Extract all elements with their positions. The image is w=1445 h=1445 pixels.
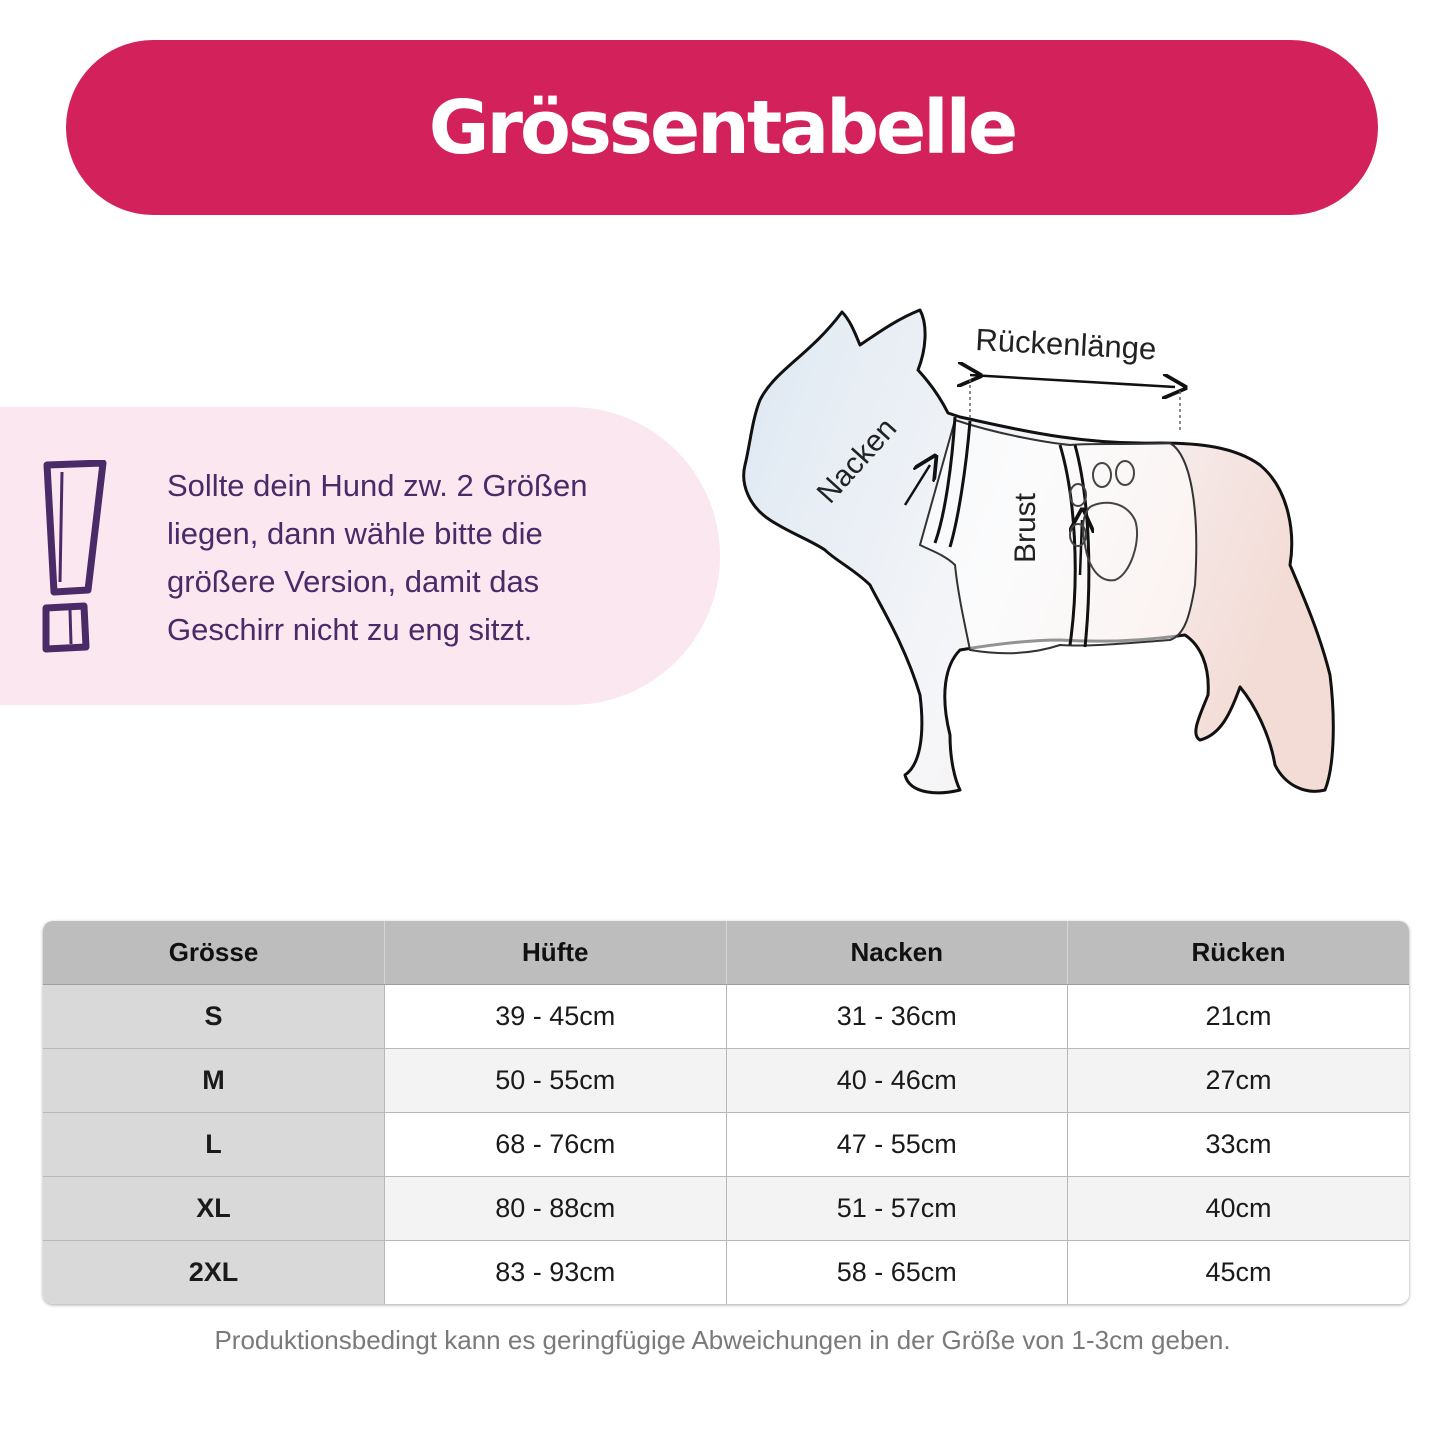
size-table — [43, 921, 1409, 1304]
table-cell: 21cm — [1068, 985, 1410, 1049]
table-cell: 31 - 36cm — [726, 985, 1068, 1049]
table-cell: 33cm — [1068, 1113, 1410, 1177]
size-cell: L — [43, 1113, 385, 1177]
dog-measurement-diagram — [730, 295, 1350, 805]
chest-label: Brust — [1009, 492, 1042, 563]
note-line: größere Version, damit das — [167, 564, 540, 599]
table-cell: 58 - 65cm — [726, 1241, 1068, 1305]
size-cell: XL — [43, 1177, 385, 1241]
title-banner — [66, 40, 1378, 215]
table-cell: 80 - 88cm — [385, 1177, 727, 1241]
table-cell: 39 - 45cm — [385, 985, 727, 1049]
column-header: Grösse — [43, 921, 385, 985]
back-length-label: Rückenlänge — [974, 322, 1158, 367]
column-header: Nacken — [726, 921, 1068, 985]
exclamation-icon — [40, 460, 110, 655]
table-cell: 50 - 55cm — [385, 1049, 727, 1113]
size-cell: 2XL — [43, 1241, 385, 1305]
table-row — [43, 1113, 1409, 1177]
neck-label: Nacken — [810, 412, 904, 510]
table-row — [43, 985, 1409, 1049]
table-header-row — [43, 921, 1409, 985]
table-cell: 45cm — [1068, 1241, 1410, 1305]
back-length-arrow — [970, 375, 1175, 387]
size-advice-text — [167, 462, 687, 654]
table-row — [43, 1177, 1409, 1241]
table-row — [43, 1049, 1409, 1113]
footnote: Produktionsbedingt kann es geringfügige Abweichungen in der Größe von 1-3cm geben. — [214, 1325, 1231, 1355]
table-cell: 51 - 57cm — [726, 1177, 1068, 1241]
table-cell: 83 - 93cm — [385, 1241, 727, 1305]
table-cell: 47 - 55cm — [726, 1113, 1068, 1177]
column-header: Hüfte — [385, 921, 727, 985]
table-row — [43, 1241, 1409, 1305]
note-line: liegen, dann wähle bitte die — [167, 516, 543, 551]
table-cell: 40cm — [1068, 1177, 1410, 1241]
column-header: Rücken — [1068, 921, 1410, 985]
note-line: Geschirr nicht zu eng sitzt. — [167, 612, 533, 647]
table-cell: 27cm — [1068, 1049, 1410, 1113]
size-cell: S — [43, 985, 385, 1049]
note-line: Sollte dein Hund zw. 2 Größen — [167, 468, 588, 503]
size-cell: M — [43, 1049, 385, 1113]
page-title: Grössentabelle — [428, 84, 1016, 171]
table-cell: 68 - 76cm — [385, 1113, 727, 1177]
table-cell: 40 - 46cm — [726, 1049, 1068, 1113]
